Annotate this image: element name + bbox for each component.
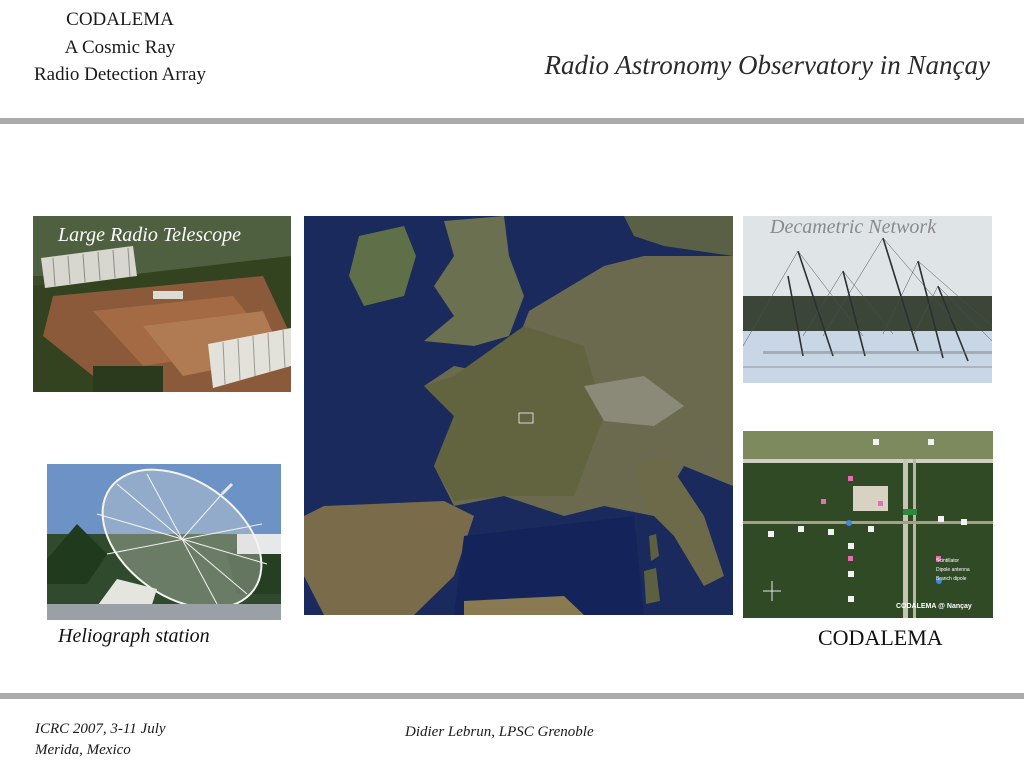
telescope-caption: Large Radio Telescope: [58, 224, 241, 246]
codalema-aerial-image: [743, 431, 993, 618]
footer-conference: [35, 719, 166, 761]
footer-conference-line-1: ICRC 2007, 3-11 July: [35, 721, 166, 737]
europe-satellite-map: [304, 216, 733, 615]
legend-scintillator: Scintillator: [936, 558, 960, 564]
page-title: Radio Astronomy Observatory in Nançay: [544, 50, 990, 80]
subtitle-line-2: A Cosmic Ray: [64, 36, 176, 58]
footer-author: Didier Lebrun, LPSC Grenoble: [405, 724, 594, 740]
decametric-caption: Decametric Network: [770, 216, 937, 238]
heliograph-dish-image: [47, 464, 281, 620]
codalema-site-photo: [743, 431, 993, 618]
header-subtitle: [0, 6, 240, 89]
codalema-legend: [936, 557, 970, 584]
header-divider: [0, 118, 1024, 124]
legend-branch-dipole: Branch dipole: [936, 576, 967, 582]
footer-divider: [0, 693, 1024, 699]
codalema-caption: CODALEMA: [818, 625, 943, 650]
subtitle-line-3: Radio Detection Array: [33, 64, 206, 85]
heliograph-caption: Heliograph station: [58, 625, 210, 647]
heliograph-photo: [47, 464, 281, 620]
nancay-map-label: 18330 Nançay: [236, 408, 296, 418]
legend-dipole-antenna: Dipole antenna: [936, 567, 970, 573]
codalema-watermark: CODALEMA @ Nançay: [896, 603, 972, 610]
footer-conference-line-2: Merida, Mexico: [35, 742, 131, 758]
decametric-antennas-image: [743, 216, 992, 383]
europe-map-image: [304, 216, 733, 615]
subtitle-line-1: CODALEMA: [66, 9, 174, 30]
decametric-network-photo: [743, 216, 992, 383]
